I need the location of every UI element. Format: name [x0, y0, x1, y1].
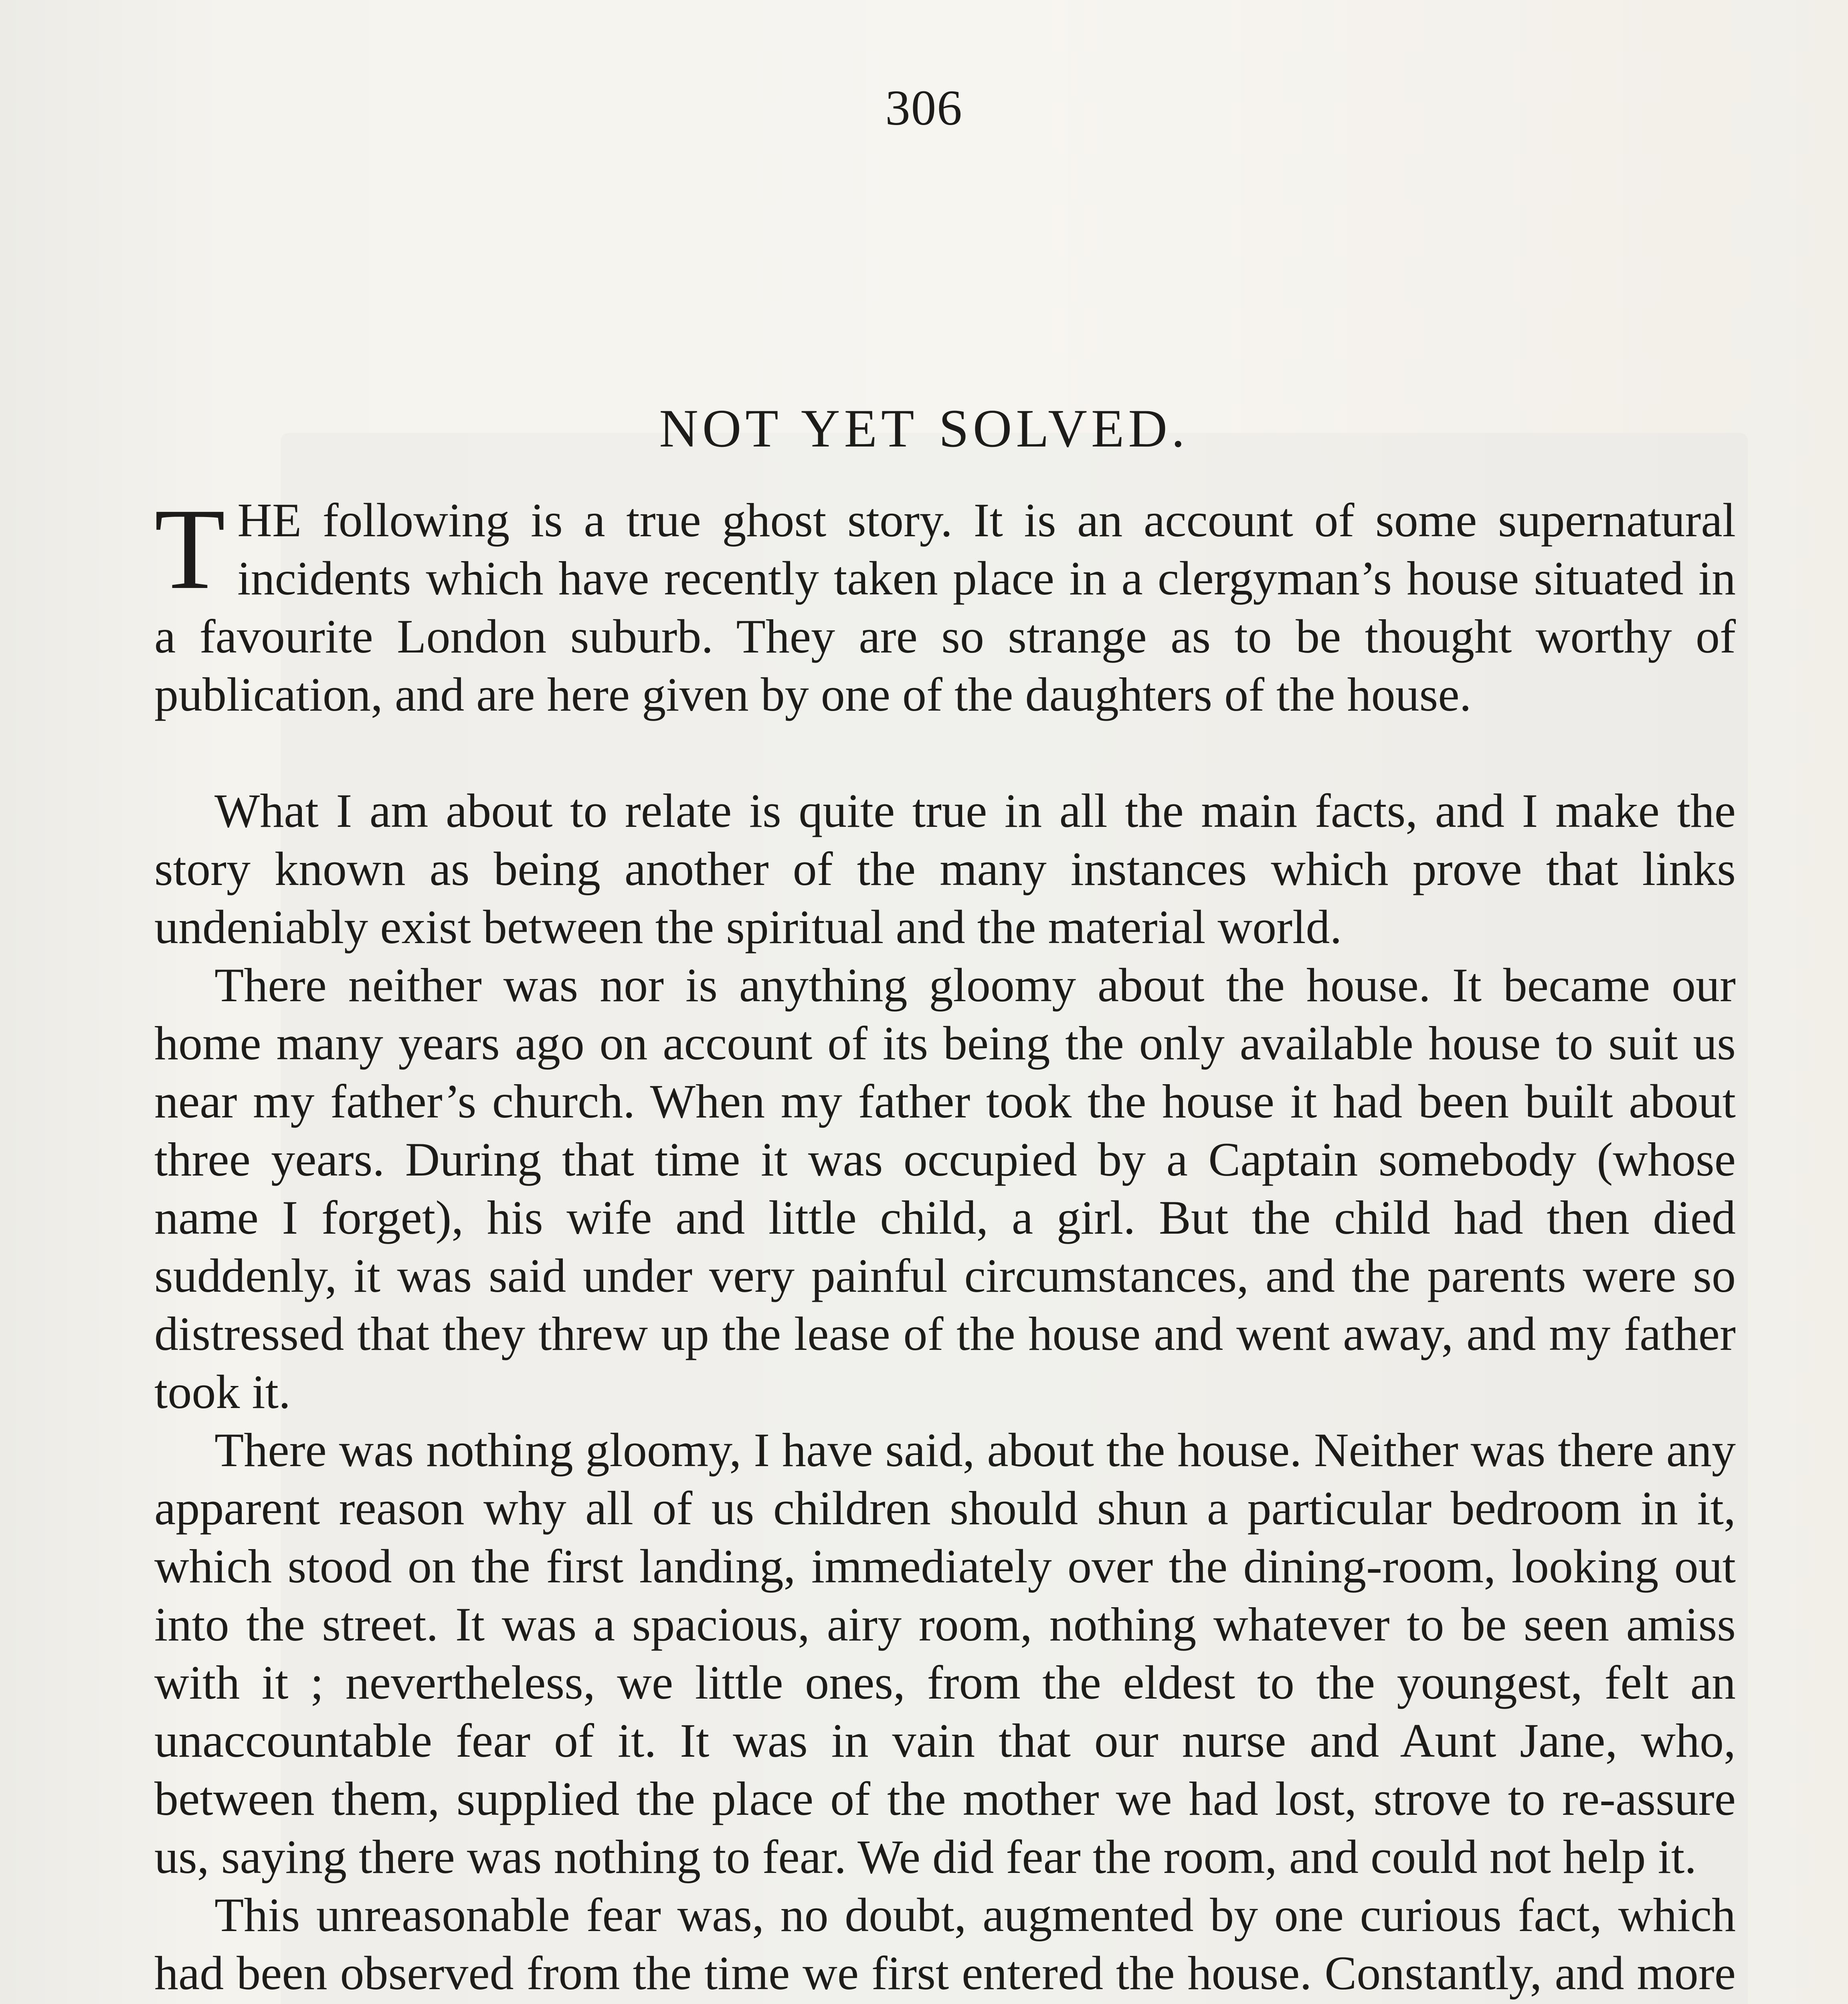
paragraph-1: What I am about to relate is quite true in all the main facts, and I make the story known as being another of the many instances which prove that links undeniably exist between the spiritual and the material world.	[154, 784, 1736, 954]
paragraph-2: There neither was nor is anything gloomy about the house. It became our home many years ago on account of its being the only available house to suit us near my father’s church. When my father took the house it had been built about three years. During that time it was occupied by a Captain somebody (whose name I forget), his wife and little child, a girl. But the child had then died suddenly, it was said under very painful circumstances, and the parents were so distressed that they threw up the lease of the house and went away, and my father took it.	[154, 958, 1736, 1418]
story-title: NOT YET SOLVED.	[659, 399, 1189, 459]
page-number: 306	[885, 81, 963, 136]
intro-text: HE following is a true ghost story. It is an account of some supernatural incidents which have recently taken place in a clergyman’s house situated in a favourite London suburb. They are so strange as to be thought worthy of publication, and are here given by one of the daughters of the house.	[154, 493, 1736, 721]
drop-cap: T	[154, 485, 226, 613]
intro-paragraph	[154, 485, 1736, 723]
paragraph-3: There was nothing gloomy, I have said, about the house. Neither was there any apparent reason why all of us children should shun a particular bedroom in it, which stood on the first landing, immediately over the dining-room, looking out into the street. It was a spacious, airy room, nothing whatever to be seen amiss with it ; nevertheless, we little ones, from the eldest to the youngest, felt an unaccountable fear of it. It was in vain that our nurse and Aunt Jane, who, between them, supplied the place of the mother we had lost, strove to re-assure us, saying there was nothing to fear. We did fear the room, and could not help it.	[154, 1423, 1736, 1883]
story-text	[154, 485, 1736, 2004]
paragraph-4: This unreasonable fear was, no doubt, augmented by one curious fact, which had been observed from the time we first entered the house. Constantly, and more	[154, 1888, 1736, 2000]
